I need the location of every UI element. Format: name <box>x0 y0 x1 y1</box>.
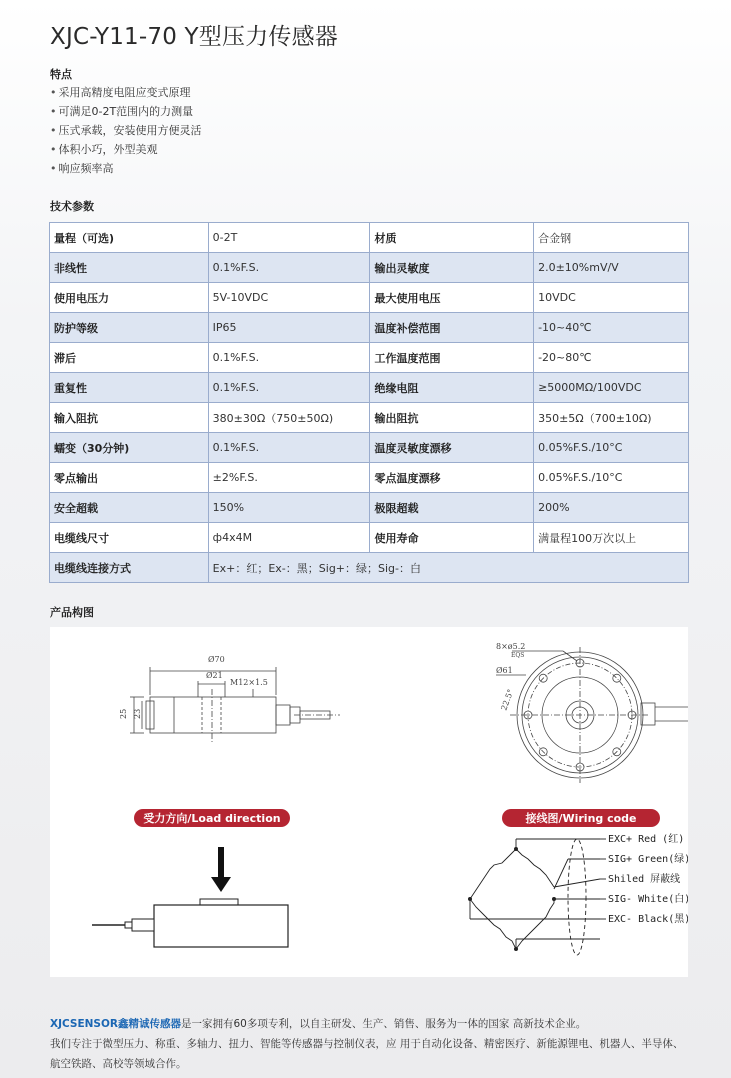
dim-25-label: 25 <box>119 708 128 719</box>
dim-21-label: Ø21 <box>206 671 223 680</box>
spec-value: 0.1%F.S. <box>208 253 370 283</box>
load-direction-label: 受力方向/Load direction <box>143 812 281 825</box>
load-sketch <box>92 847 288 947</box>
spec-key: 输出灵敏度 <box>370 253 534 283</box>
table-row <box>50 553 689 583</box>
dim-61-label: Ø61 <box>496 666 513 675</box>
spec-heading: 技术参数 <box>50 200 94 213</box>
dim-70-label: Ø70 <box>208 655 225 664</box>
table-row <box>50 463 689 493</box>
company-intro <box>50 1014 690 1074</box>
spec-value: 0.05%F.S./10°C <box>534 433 689 463</box>
structure-heading: 产品构图 <box>50 606 94 619</box>
spec-key: 工作温度范围 <box>370 343 534 373</box>
intro-line: 我们专注于微型压力、称重、多轴力、扭力、智能等传感器与控制仪表，应 用于自动化设备、精密医疗、新能源锂电、机器人、半导体、 <box>50 1038 684 1050</box>
drawing-svg <box>50 627 688 977</box>
table-row <box>50 523 689 553</box>
spec-value: 380±30Ω（750±50Ω) <box>208 403 370 433</box>
spec-key: 电缆线连接方式 <box>50 553 209 583</box>
spec-value: 0.1%F.S. <box>208 373 370 403</box>
spec-value: -10~40℃ <box>534 313 689 343</box>
table-row <box>50 403 689 433</box>
spec-key: 输出阻抗 <box>370 403 534 433</box>
wire-label: EXC- Black(黑) <box>608 914 688 925</box>
spec-value: 合金钢 <box>534 223 689 253</box>
intro-line: 航空铁路、高校等领域合作。 <box>50 1058 187 1070</box>
table-row <box>50 223 689 253</box>
spec-value: 满量程100万次以上 <box>534 523 689 553</box>
spec-key: 安全超载 <box>50 493 209 523</box>
spec-value: 0.1%F.S. <box>208 343 370 373</box>
spec-value: 10VDC <box>534 283 689 313</box>
wire-labels <box>608 833 688 925</box>
spec-key: 量程（可选) <box>50 223 209 253</box>
intro-text: 是一家拥有60多项专利，以自主研发、生产、销售、服务为一体的国家 高新技术企业。 <box>181 1018 587 1030</box>
bridge-diagram <box>470 839 606 955</box>
spec-value: ф4x4M <box>208 523 370 553</box>
spec-value: 0-2T <box>208 223 370 253</box>
holes-sub-label: EQS <box>511 652 525 659</box>
spec-value: 0.05%F.S./10°C <box>534 463 689 493</box>
side-view-labels <box>119 655 268 719</box>
top-view-labels <box>496 642 525 712</box>
spec-key: 电缆线尺寸 <box>50 523 209 553</box>
bridge-nodes <box>468 847 556 951</box>
product-drawing <box>50 627 688 977</box>
angle-label: 22.5° <box>499 688 516 712</box>
wiring-code-label: 接线图/Wiring code <box>525 812 637 825</box>
wire-label: EXC+ Red (红) <box>608 834 685 845</box>
holes-label: 8×ø5.2 <box>496 642 526 651</box>
spec-key: 极限超载 <box>370 493 534 523</box>
wire-label: SIG+ Green(绿) <box>608 854 688 865</box>
top-view-drawing <box>496 647 688 783</box>
spec-value: ≥5000MΩ/100VDC <box>534 373 689 403</box>
spec-key: 使用寿命 <box>370 523 534 553</box>
spec-value: IP65 <box>208 313 370 343</box>
spec-value: ±2%F.S. <box>208 463 370 493</box>
thread-label: M12×1.5 <box>230 678 268 687</box>
table-row <box>50 433 689 463</box>
spec-key: 温度灵敏度漂移 <box>370 433 534 463</box>
spec-value: 200% <box>534 493 689 523</box>
features-list <box>50 83 202 178</box>
spec-key: 温度补偿范围 <box>370 313 534 343</box>
dim-23-label: 23 <box>133 708 142 719</box>
arrow-down-icon <box>211 877 231 892</box>
spec-key: 材质 <box>370 223 534 253</box>
spec-key: 非线性 <box>50 253 209 283</box>
table-row <box>50 373 689 403</box>
intro-line <box>50 1014 690 1034</box>
wire-label: SIG- White(白) <box>608 894 688 905</box>
spec-key: 使用电压力 <box>50 283 209 313</box>
feature-item: • 采用高精度电阻应变式原理 <box>50 83 202 102</box>
table-row <box>50 343 689 373</box>
features-heading: 特点 <box>50 68 72 81</box>
table-row <box>50 493 689 523</box>
feature-item: • 压式承载，安装使用方便灵活 <box>50 121 202 140</box>
feature-item: • 可满足0-2T范围内的力测量 <box>50 102 202 121</box>
spec-value: 5V-10VDC <box>208 283 370 313</box>
spec-key: 蠕变（30分钟) <box>50 433 209 463</box>
spec-key: 防护等级 <box>50 313 209 343</box>
spec-key: 滞后 <box>50 343 209 373</box>
page-title: XJC-Y11-70 Y型压力传感器 <box>50 24 339 50</box>
feature-item: • 体积小巧，外型美观 <box>50 140 202 159</box>
table-row <box>50 283 689 313</box>
spec-key: 绝缘电阻 <box>370 373 534 403</box>
spec-value: 350±5Ω（700±10Ω) <box>534 403 689 433</box>
spec-key: 输入阻抗 <box>50 403 209 433</box>
spec-key: 最大使用电压 <box>370 283 534 313</box>
wire-label: Shiled 屏蔽线 <box>608 874 681 885</box>
table-row <box>50 313 689 343</box>
spec-table <box>49 222 689 583</box>
spec-value: 2.0±10%mV/V <box>534 253 689 283</box>
feature-item: • 响应频率高 <box>50 159 202 178</box>
brand-name: XJCSENSOR鑫精诚传感器 <box>50 1018 181 1030</box>
spec-value: 0.1%F.S. <box>208 433 370 463</box>
spec-key: 零点输出 <box>50 463 209 493</box>
spec-key: 零点温度漂移 <box>370 463 534 493</box>
spec-key: 重复性 <box>50 373 209 403</box>
spec-value: 150% <box>208 493 370 523</box>
spec-value: Ex+：红；Ex-：黑；Sig+：绿；Sig-：白 <box>208 553 688 583</box>
table-row <box>50 253 689 283</box>
spec-value: -20~80℃ <box>534 343 689 373</box>
